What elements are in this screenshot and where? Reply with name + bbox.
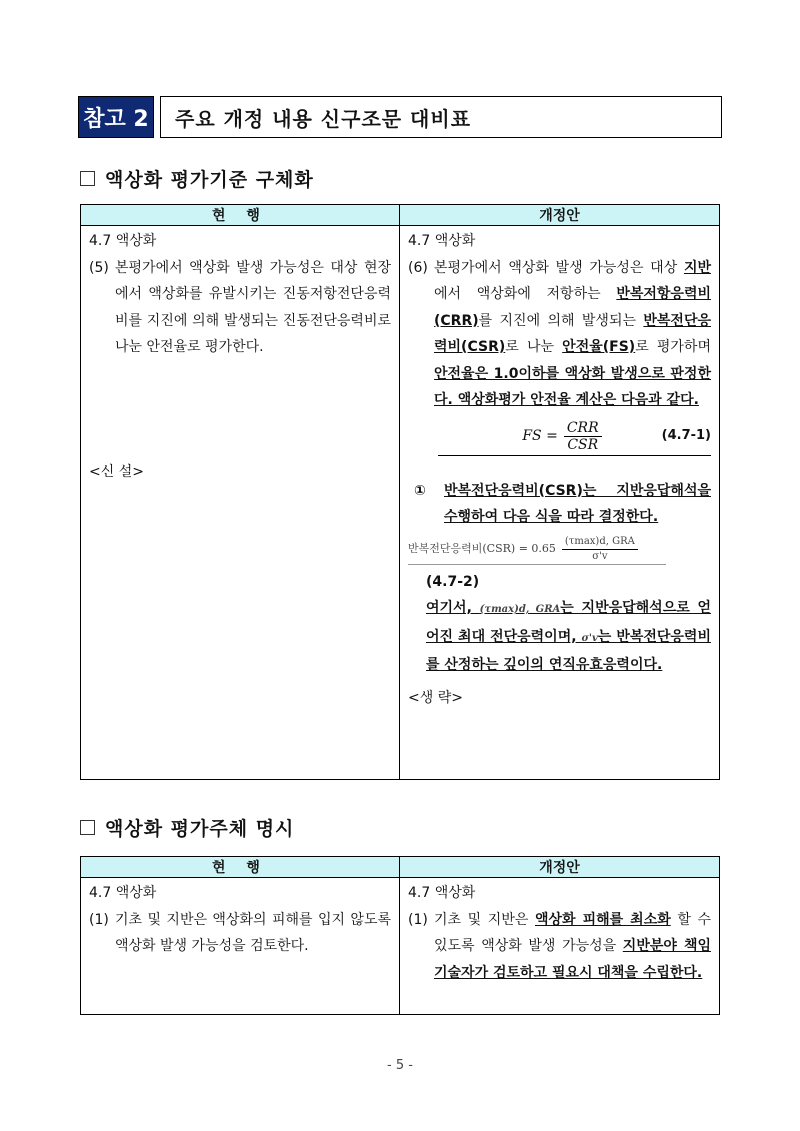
text-run: 기초 및 지반은 [434, 911, 535, 928]
amended-text: 반복저항응력비(CRR) [434, 286, 711, 329]
clause-item [89, 255, 391, 361]
numerator: (τmax)d, GRA [562, 535, 638, 550]
checkbox-square-icon [80, 820, 95, 835]
clause-item [408, 907, 711, 987]
clause-item [89, 907, 391, 960]
omitted-note: <생 략> [408, 689, 463, 706]
amended-text: 지반 [683, 259, 711, 276]
column-header-revised: 개정안 [400, 205, 720, 226]
column-header-revised: 개정안 [400, 857, 720, 878]
denominator: σ'v [592, 550, 608, 562]
item-text [434, 907, 711, 987]
item-number: (1) [89, 911, 109, 928]
reference-tag: 참고 2 [78, 96, 154, 138]
text-run: 는 지반응답해석으로 얻어진 최대 전단응력이며, [426, 600, 712, 645]
text-run: 로 나눈 [505, 339, 563, 355]
table-header-row [81, 857, 720, 878]
numerator: CRR [564, 420, 602, 437]
equation-lhs: 반복전단응력비(CSR) = 0.65 [408, 541, 556, 555]
amended-text: 반복전단응력비(CSR)는 지반응답해석을 수행하여 다음 식을 따라 결정한다. [444, 482, 711, 525]
clause-item [408, 255, 711, 414]
section2-heading-text: 액상화 평가주체 명시 [105, 818, 295, 840]
equation-4-7-2 [408, 535, 666, 565]
sub-item [408, 478, 711, 531]
amended-text: 지반분야 책임기술자가 검토하고 필요시 대책을 수립한다. [434, 938, 711, 981]
text-run: 여기서, [426, 600, 480, 616]
section2-heading [80, 814, 294, 841]
text-run: 본평가에서 액상화 발생 가능성은 대상 [434, 259, 684, 276]
item-number: (1) [408, 911, 428, 928]
text-run: 에서 액상화에 저항하는 [434, 286, 617, 302]
item-text: 기초 및 지반은 액상화의 피해를 입지 않도록 액상화 발생 가능성을 검토한다. [115, 911, 391, 954]
item-number: (5) [89, 259, 109, 276]
table-row [81, 878, 720, 1015]
section1-heading-text: 액상화 평가기준 구체화 [105, 169, 314, 191]
amended-text: 안전율은 1.0이하를 액상화 발생으로 판정한다. 액상화평가 안전율 계산은 다음과 같다. [434, 365, 711, 408]
item-text: 본평가에서 액상화 발생 가능성은 대상 현장에서 액상화를 유발시키는 진동저항전단응력비를 지진에 의해 발생되는 진동전단응력비로 나눈 안전율로 평가한다. [115, 259, 391, 355]
where-clause [408, 595, 711, 679]
table-row [81, 226, 720, 780]
denominator: CSR [567, 436, 599, 453]
section2-comparison-table [80, 856, 720, 1015]
item-number: (6) [408, 259, 428, 276]
equation-lhs: FS = [522, 427, 558, 444]
amended-text: 안전율(FS) [562, 339, 636, 355]
page-title: 주요 개정 내용 신구조문 대비표 [160, 96, 722, 138]
math-symbol: σ'v [581, 632, 598, 644]
title-bar [78, 96, 722, 138]
current-cell [81, 878, 400, 1015]
column-header-current: 현 행 [81, 857, 400, 878]
column-header-current: 현 행 [81, 205, 400, 226]
equation-number: (4.7-2) [426, 573, 480, 590]
page-number: - 5 - [387, 1058, 413, 1073]
clause-title: 4.7 액상화 [89, 233, 157, 249]
fraction [564, 420, 602, 453]
fraction [562, 535, 638, 564]
amended-text: 반복전단응력비(CSR) [434, 312, 711, 355]
checkbox-square-icon [80, 171, 95, 186]
equation-4-7-1 [438, 420, 711, 456]
text-run: 할 수 있도록 액상화 발생 가능성을 [434, 911, 712, 954]
text-run: 로 평가하며 [635, 339, 711, 355]
section1-comparison-table [80, 204, 720, 780]
math-symbol: (τmax)d, GRA [479, 604, 561, 615]
equation-expression [522, 420, 601, 453]
current-cell [81, 226, 400, 780]
amended-text: 액상화 피해를 최소화 [534, 911, 671, 928]
revised-cell [400, 226, 720, 780]
clause-title: 4.7 액상화 [89, 885, 157, 901]
clause-title: 4.7 액상화 [408, 885, 476, 901]
item-text [434, 255, 711, 414]
revised-cell [400, 878, 720, 1015]
section1-heading [80, 165, 314, 192]
table-header-row [81, 205, 720, 226]
clause-title: 4.7 액상화 [408, 233, 476, 249]
new-clause-note: <신 설> [89, 463, 144, 480]
text-run: 를 지진에 의해 발생되는 [478, 312, 644, 329]
text-run: 는 반복전단응력비를 산정하는 깊이의 연직유효응력이다. [426, 628, 711, 673]
equation-number: (4.7-1) [661, 427, 711, 443]
sub-item-number: ① [414, 482, 426, 499]
